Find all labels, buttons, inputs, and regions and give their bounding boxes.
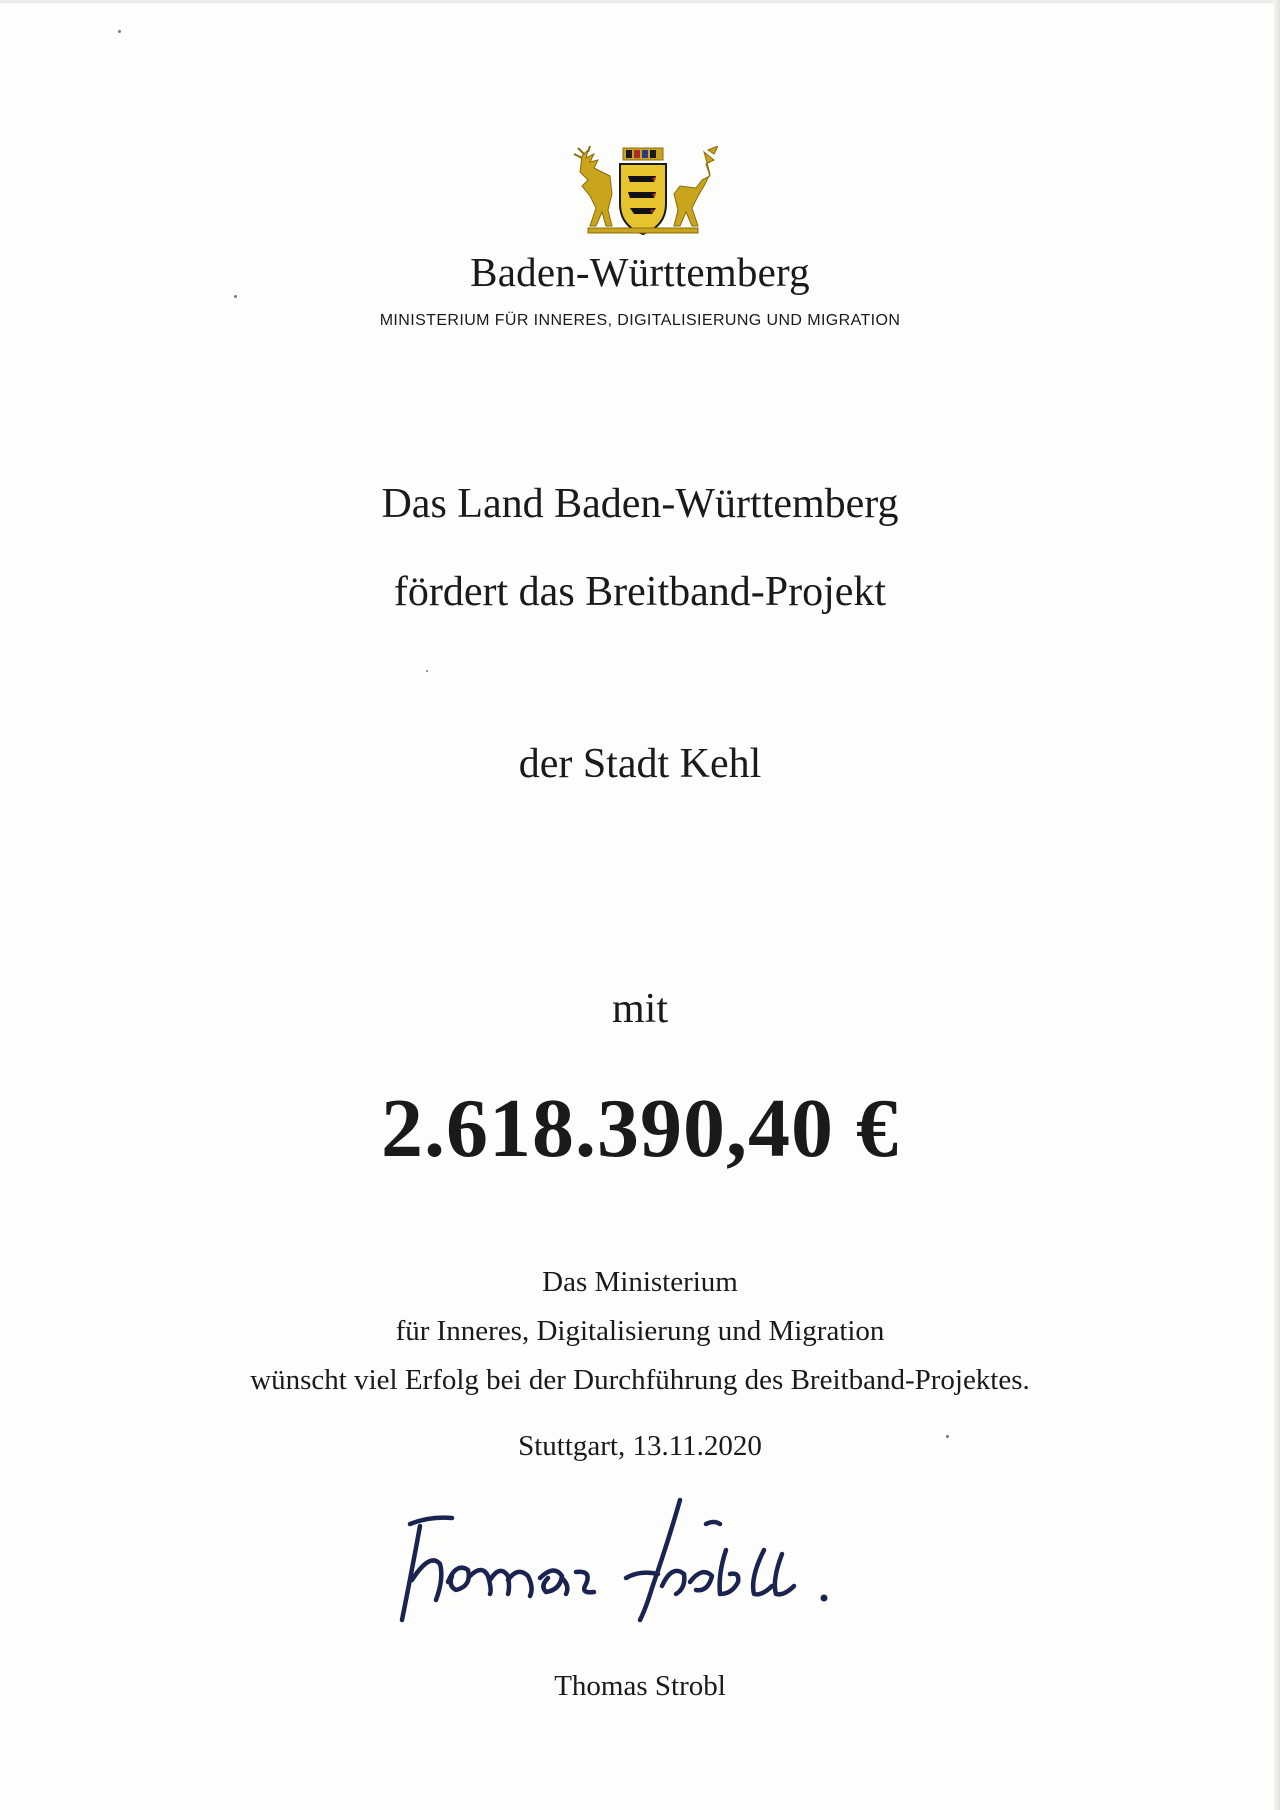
paper-top-edge	[0, 0, 1280, 3]
coat-of-arms-icon	[568, 146, 718, 236]
closing-line-ministry: Das Ministerium	[542, 1266, 738, 1298]
scan-speck	[426, 670, 428, 672]
certificate-line-mit: mit	[611, 986, 668, 1032]
closing-line-wish: wünscht viel Erfolg bei der Durchführung des Breitband-Projektes.	[250, 1364, 1030, 1396]
scan-speck	[118, 30, 121, 33]
state-name: Baden-Württemberg	[470, 249, 810, 295]
certificate-line-land: Das Land Baden-Württemberg	[381, 481, 899, 527]
certificate-line-project: fördert das Breitband-Projekt	[393, 569, 887, 615]
closing-line-department: für Inneres, Digitalisierung und Migration	[395, 1315, 885, 1347]
crown-icon	[623, 148, 663, 160]
handwritten-signature	[390, 1490, 910, 1640]
place-date: Stuttgart, 13.11.2020	[518, 1430, 762, 1462]
funding-amount: 2.618.390,40 €	[381, 1082, 899, 1175]
signer-name: Thomas Strobl	[554, 1670, 726, 1702]
ministry-header: MINISTERIUM FÜR INNERES, DIGITALISIERUNG UND MIGRATION	[379, 312, 901, 329]
closing-text	[0, 1258, 1280, 1405]
certificate-line-recipient: der Stadt Kehl	[518, 741, 762, 787]
